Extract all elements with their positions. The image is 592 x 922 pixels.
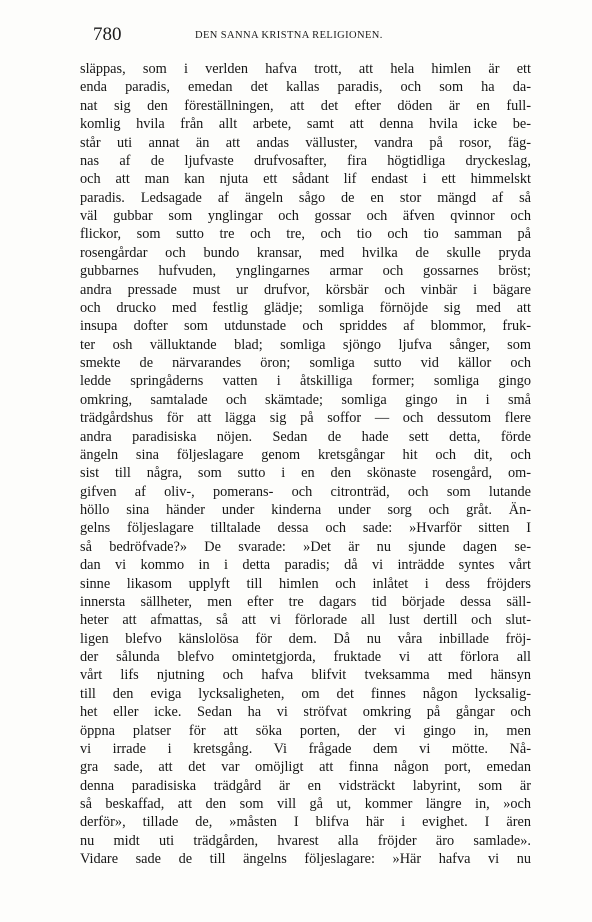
text-line: Vidare sade de till ängelns följeslagare: »Här hafva vi nu bbox=[80, 851, 531, 868]
text-line: så beskaffad, att den som vill gå ut, kommer längre in, »och bbox=[80, 796, 531, 812]
text-line: höllo sina händer under kinderna under sorg och gråt. Än- bbox=[80, 502, 531, 518]
text-line: till den eviga lycksaligheten, om det finnes någon lycksalig- bbox=[80, 685, 531, 702]
page-number: 780 bbox=[93, 24, 122, 45]
text-line: der sålunda blefvo omintetgjorda, fruktade vi att förlora all bbox=[80, 649, 531, 665]
text-line: ter osh välluktande blad; somliga sjöngo ljufva sånger, som bbox=[80, 336, 531, 353]
text-line: öppna platser för att söka porten, der vi gingo in, men bbox=[80, 722, 531, 739]
text-line: dan vi kommo in i detta paradis; då vi inträdde syntes vårt bbox=[80, 557, 531, 574]
text-line: släppas, som i verlden hafva trott, att hela himlen är ett bbox=[80, 61, 531, 77]
text-line: gubbarnes hufvuden, ynglingarnes armar och gossarnes bröst; bbox=[80, 263, 531, 280]
text-line: ligen blefvo känslolösa för dem. Då nu våra inbillade fröj- bbox=[80, 630, 531, 647]
text-line: gelns följeslagare tilltalade dessa och sade: »Hvarför sitten I bbox=[80, 520, 531, 537]
text-line: så bedröfvade?» De svarade: »Det är nu sjunde dagen se- bbox=[80, 538, 531, 555]
text-line: flickor, som sutto tre och tre, och tio och tio samman på bbox=[80, 226, 531, 243]
text-line: paradis. Ledsagade af ängeln sågo de en stor mängd af så bbox=[80, 189, 531, 206]
text-line: vårt lifs njutning och hafva blifvit tveksamma med hänsyn bbox=[80, 667, 531, 684]
text-line: ledde springåderns vatten i åtskilliga former; somliga gingo bbox=[80, 373, 531, 390]
text-line: väl gubbar som ynglingar och gossar och äfven qvinnor och bbox=[80, 208, 531, 224]
text-line: vi irrade i kretsgång. Vi frågade dem vi mötte. Nå- bbox=[80, 740, 531, 757]
text-line: ängeln sina följeslagare genom kretsgångar hit och dit, och bbox=[80, 446, 531, 463]
text-line: sinne likasom upplyft till himlen och inlåtet i dess fröjders bbox=[80, 575, 531, 592]
text-line: komlig hvila från allt arbete, samt att denna hvila icke be- bbox=[80, 116, 531, 133]
text-line: innersta sällheter, men efter tre dagars tid började dessa säll- bbox=[80, 593, 531, 610]
text-line: nas af de ljufvaste drufvosafter, fira högtidliga dryckeslag, bbox=[80, 152, 531, 169]
text-line: rosengårdar och bundo kransar, med hvilka de skulle pryda bbox=[80, 244, 531, 261]
text-line: smekte de närvarandes öron; somliga sutto vid källor och bbox=[80, 355, 531, 371]
text-line: enda paradis, emedan det kallas paradis, och som ha da- bbox=[80, 79, 531, 96]
text-line: derför», tillade de, »måsten I blifva här i evighet. I ären bbox=[80, 814, 531, 831]
text-line: nu midt uti trädgården, hvarest alla fröjder äro samlade». bbox=[80, 832, 531, 849]
text-line: nat sig den föreställningen, att det efter döden är en full- bbox=[80, 97, 531, 114]
text-line: denna paradisiska trädgård är en vidsträckt labyrint, som är bbox=[80, 777, 531, 794]
text-line: gra sade, att det var omöjligt att finna någon port, emedan bbox=[80, 759, 531, 776]
text-line: sist till några, som sutto i en den skönaste rosengård, om- bbox=[80, 465, 531, 482]
text-line: och drucko med festlig glädje; somliga förnöjde sig med att bbox=[80, 299, 531, 316]
body-text bbox=[80, 60, 531, 869]
text-line: het eller icke. Sedan ha vi ströfvat omkring på gångar och bbox=[80, 704, 531, 721]
running-head bbox=[85, 22, 533, 52]
text-line: andra pressade must ur drufvor, körsbär och vinbär i bägare bbox=[80, 281, 531, 298]
running-title: DEN SANNA KRISTNA RELIGIONEN. bbox=[195, 30, 383, 41]
text-line: omkring, samtalade och skämtade; somliga gingo in i små bbox=[80, 391, 531, 408]
text-line: andra paradisiska nöjen. Sedan de hade sett detta, förde bbox=[80, 428, 531, 445]
text-line: heter att afmattas, så att vi förlorade all lust dertill och slut- bbox=[80, 612, 531, 629]
text-line: och att man kan njuta ett sådant lif endast i ett himmelskt bbox=[80, 171, 531, 188]
text-line: insupa dofter som utdunstade och spriddes af blommor, fruk- bbox=[80, 318, 531, 335]
text-line: trädgårdshus för att lägga sig på soffor — och dessutom flere bbox=[80, 410, 531, 427]
text-line: gifven af oliv-, pomerans- och citronträd, och som lutande bbox=[80, 483, 531, 500]
text-line: står uti annat än att andas välluster, vandra på rosor, fäg- bbox=[80, 134, 531, 151]
